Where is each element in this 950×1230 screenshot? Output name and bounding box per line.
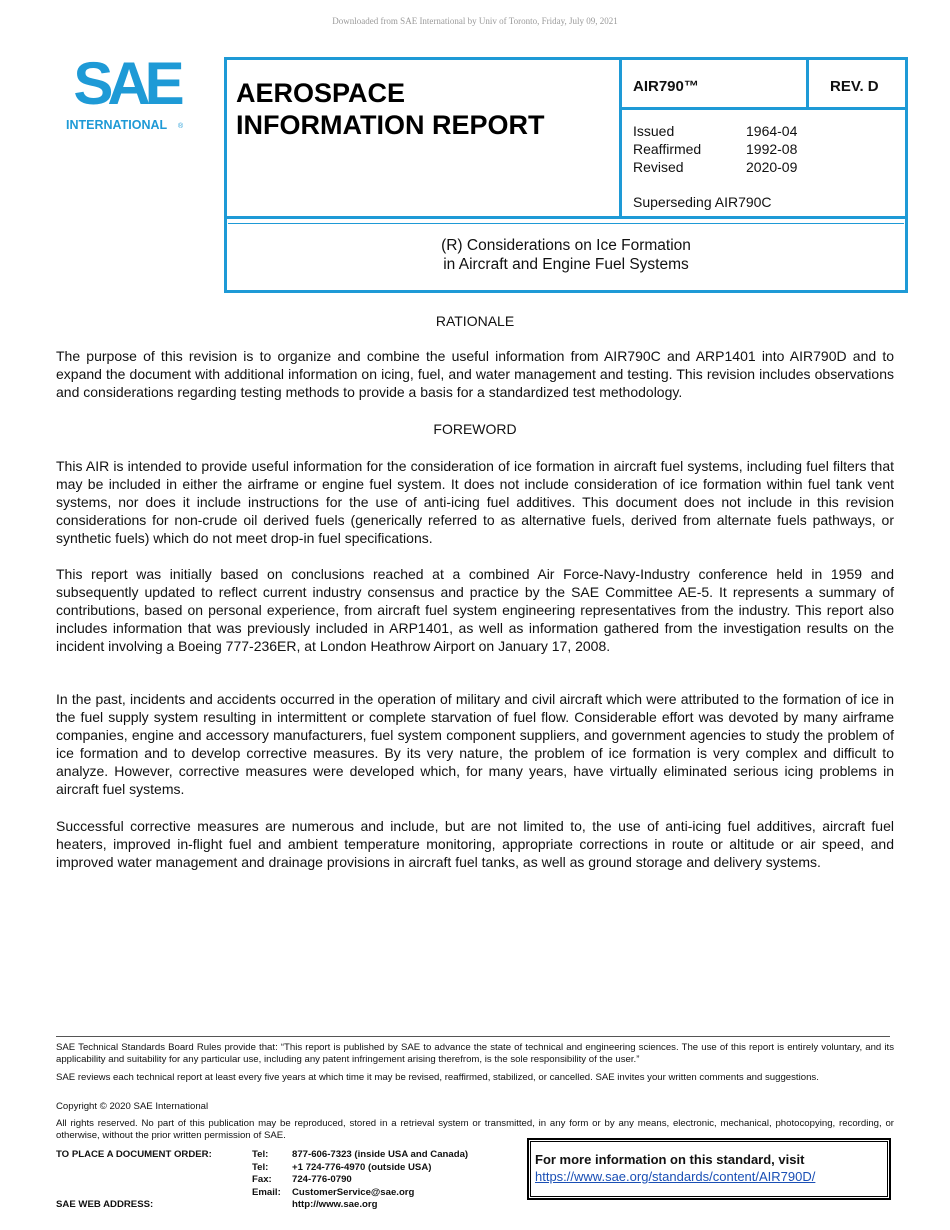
rights-text: All rights reserved. No part of this publication may be reproduced, stored in a retrieval system or transmitted, in any form or by any means, electronic, mechanical, photocopying, recording, or otherwise, without the prior written permission of SAE. — [56, 1118, 894, 1141]
date-value: 2020-09 — [746, 159, 798, 175]
contact-value: 724-776-0790 — [292, 1174, 352, 1185]
date-row-revised — [633, 158, 797, 176]
document-number: AIR790™ — [633, 78, 699, 95]
contact-row — [252, 1187, 468, 1200]
date-row-reaffirmed — [633, 140, 797, 158]
header-divider — [619, 57, 622, 219]
standard-link[interactable]: https://www.sae.org/standards/content/AIR790D/ — [535, 1169, 816, 1184]
contact-key: Fax: — [252, 1174, 272, 1185]
title-line-2: INFORMATION REPORT — [236, 110, 545, 140]
contact-key: Tel: — [252, 1161, 269, 1173]
title-line-1: AEROSPACE — [236, 78, 406, 108]
order-contacts — [252, 1149, 468, 1212]
foreword-heading: FOREWORD — [433, 421, 517, 437]
contact-key: Tel: — [252, 1149, 269, 1160]
header-divider — [619, 107, 908, 110]
date-value: 1964-04 — [746, 123, 798, 139]
date-history — [633, 122, 797, 176]
contact-key — [252, 1199, 292, 1212]
contact-row — [252, 1149, 468, 1162]
contact-value: +1 724-776-4970 (outside USA) — [292, 1161, 432, 1173]
logo-registered-mark: ® — [178, 123, 184, 130]
download-watermark: Downloaded from SAE International by Univ of Toronto, Friday, July 09, 2021 — [332, 16, 618, 26]
header-divider — [806, 57, 809, 109]
header-divider — [228, 223, 904, 224]
review-text: SAE reviews each technical report at least every five years at which time it may be revised, reaffirmed, stabilized, or cancelled. SAE invites your written comments and suggestions. — [56, 1072, 819, 1083]
more-info-text: For more information on this standard, visit — [535, 1152, 805, 1167]
footer-divider — [56, 1036, 890, 1037]
date-label: Reaffirmed — [633, 141, 702, 157]
date-label: Revised — [633, 159, 684, 175]
contact-row — [252, 1162, 468, 1175]
document-subtitle — [226, 236, 906, 274]
order-label: TO PLACE A DOCUMENT ORDER: — [56, 1149, 212, 1160]
web-address-label: SAE WEB ADDRESS: — [56, 1199, 154, 1210]
revision-label: REV. D — [830, 78, 879, 95]
board-rules-text: SAE Technical Standards Board Rules provide that: “This report is published by SAE to advance the state of technical and engineering sciences. The use of this report is entirely voluntary, and its applicability and suitability for any particular use, including any patent infringement arising therefrom, is the sole responsibility of the user.” — [56, 1042, 894, 1065]
subtitle-line-2: in Aircraft and Engine Fuel Systems — [443, 256, 689, 273]
contact-email[interactable]: CustomerService@sae.org — [292, 1186, 415, 1198]
foreword-paragraph-1: This AIR is intended to provide useful information for the consideration of ice formation in aircraft fuel systems, including fuel filters that may be included in either the airframe or engine fuel system. It does not include consideration of ice formation within fuel tank vent systems, nor does it include instructions for the use of anti-icing fuel additives. This document does not include in this revision considerations for non-crude oil derived fuels (generically referred to as alternative fuels, derived from alternate fuels pathways, or synthetic fuels) which do not meet drop-in fuel specifications. — [56, 458, 894, 546]
header-divider — [224, 216, 908, 219]
superseding-note: Superseding AIR790C — [633, 194, 772, 210]
contact-key: Email: — [252, 1186, 281, 1198]
logo-international-text: INTERNATIONAL — [66, 118, 168, 132]
date-value: 1992-08 — [746, 141, 798, 157]
date-label: Issued — [633, 123, 675, 139]
document-type-title — [236, 77, 544, 141]
foreword-paragraph-4: Successful corrective measures are numerous and include, but are not limited to, the use of anti-icing fuel additives, aircraft fuel heaters, improved in-flight fuel and ambient temperature monitoring, appropriate corrections in route or altitude or air speed, and improved water management and drainage provisions in aircraft fuel tanks, as well as ground storage and delivery systems. — [56, 818, 894, 870]
rationale-heading: RATIONALE — [435, 313, 515, 329]
rationale-paragraph: The purpose of this revision is to organize and combine the useful information from AIR790C and ARP1401 into AIR790D and to expand the document with additional information on icing, fuel, and water management and testing. This revision includes observations and considerations regarding testing methods to provide a basis for a standardized test methodology. — [56, 348, 894, 400]
logo-sae-text: SAE — [73, 52, 179, 117]
copyright-text: Copyright © 2020 SAE International — [56, 1101, 209, 1112]
date-row-issued — [633, 122, 797, 140]
contact-row — [252, 1174, 468, 1187]
foreword-paragraph-3: In the past, incidents and accidents occurred in the operation of military and civil aircraft which were attributed to the formation of ice in the fuel supply system resulting in intermittent or complete starvation of fuel flow. Considerable effort was devoted by many airframe companies, engine and accessory manufacturers, fuel system component suppliers, and government agencies to study the problem of ice formation and to develop corrective measures. By its very nature, the problem of ice formation is very complex and difficult to analyze. However, corrective measures were developed which, for many years, have virtually eliminated serious icing problems in aircraft fuel systems. — [56, 691, 894, 797]
contact-row — [252, 1199, 468, 1212]
contact-value: 877-606-7323 (inside USA and Canada) — [292, 1149, 469, 1160]
sae-web-link[interactable]: http://www.sae.org — [292, 1199, 378, 1210]
foreword-paragraph-2: This report was initially based on conclusions reached at a combined Air Force-Navy-Industry conference held in 1959 and subsequently updated to reflect current industry consensus and practice by the SAE Committee AE-5. It represents a summary of contributions, based on personal experience, from aircraft fuel system engineering representatives from the industry. This report also includes information that was previously included in ARP1401, as well as information gathered from the investigation results on the incident involving a Boeing 777-236ER, at London Heathrow Airport on January 17, 2008. — [56, 566, 894, 654]
subtitle-line-1: (R) Considerations on Ice Formation — [441, 237, 691, 254]
sae-international-logo — [62, 52, 192, 134]
